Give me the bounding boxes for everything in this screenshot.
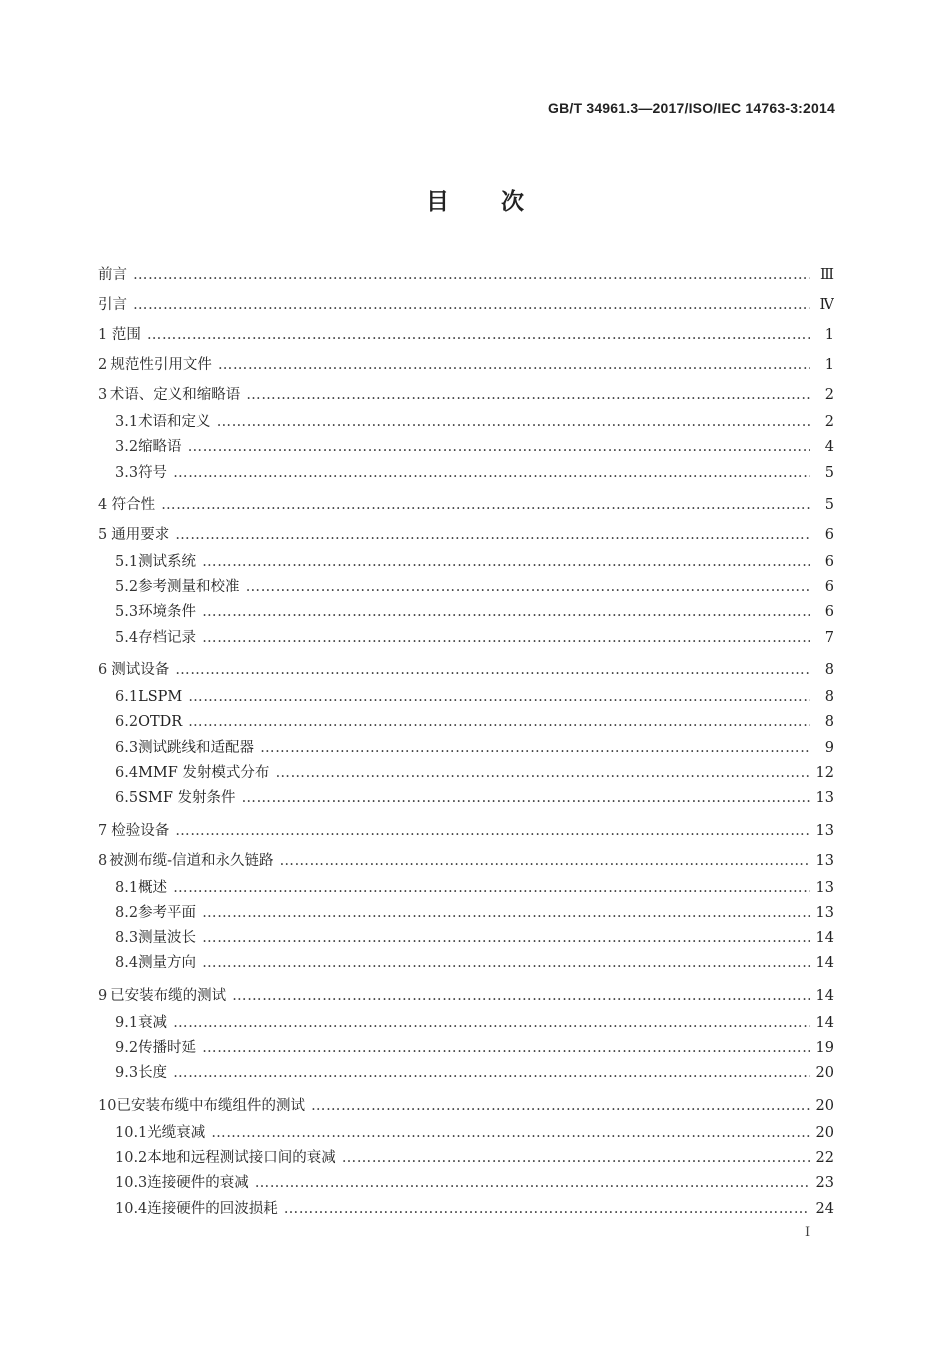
toc-entry-label: OTDR	[138, 714, 183, 731]
toc-entry-page: 14	[815, 930, 834, 947]
toc-entry[interactable]	[98, 1091, 834, 1121]
toc-entry-label: 存档记录	[138, 629, 197, 646]
toc-entry-number: 8.4	[115, 955, 139, 972]
toc-entry-number: 10	[98, 1097, 117, 1114]
toc-entry[interactable]	[98, 550, 834, 575]
toc-entry-label: 测试系统	[138, 553, 197, 570]
toc-entry[interactable]	[98, 761, 834, 786]
toc-entry[interactable]	[98, 901, 834, 926]
toc-leader-dots	[147, 320, 810, 350]
toc-entry-number: 9.2	[115, 1040, 139, 1057]
toc-entry[interactable]	[98, 320, 834, 350]
toc-entry-page: 2	[824, 387, 834, 403]
toc-entry-label: 参考测量和校准	[138, 579, 240, 596]
toc-leader-dots	[161, 490, 810, 520]
toc-leader-dots	[260, 736, 810, 761]
toc-entry-page: 13	[815, 904, 834, 921]
toc-leader-dots	[175, 655, 810, 685]
toc-entry-number: 9.3	[115, 1065, 139, 1082]
document-code: GB/T 34961.3—2017/ISO/IEC 14763-3:2014	[548, 100, 835, 116]
table-of-contents	[98, 260, 834, 1222]
toc-entry-label: 概述	[138, 879, 168, 896]
toc-leader-dots	[280, 846, 810, 876]
toc-entry[interactable]	[98, 520, 834, 550]
toc-entry[interactable]	[98, 786, 834, 811]
toc-entry-number: 8.3	[115, 930, 139, 947]
toc-leader-dots	[202, 550, 810, 575]
toc-entry-number: 3.2	[115, 439, 139, 456]
toc-leader-dots	[202, 626, 810, 651]
toc-entry[interactable]	[98, 435, 834, 460]
toc-entry-page: 8	[824, 714, 834, 731]
toc-entry-number: 5.3	[115, 604, 139, 621]
toc-entry[interactable]	[98, 600, 834, 625]
toc-entry[interactable]	[98, 846, 834, 876]
toc-entry-number: 6.3	[115, 739, 139, 756]
toc-entry[interactable]	[98, 461, 834, 486]
toc-entry[interactable]	[98, 575, 834, 600]
toc-entry[interactable]	[98, 926, 834, 951]
toc-entry-label: 范围	[111, 327, 141, 343]
toc-leader-dots	[217, 410, 810, 435]
toc-entry[interactable]	[98, 1121, 834, 1146]
toc-entry-page: Ⅲ	[820, 267, 834, 283]
toc-entry-page: 20	[815, 1124, 834, 1141]
toc-entry-label: 符号	[138, 464, 168, 481]
toc-leader-dots	[232, 981, 809, 1011]
toc-entry-number: 9	[98, 987, 108, 1004]
toc-entry-number: 6.1	[115, 689, 139, 706]
toc-entry-page: 12	[815, 764, 834, 781]
toc-entry-number: 6.4	[115, 764, 139, 781]
toc-entry-label: 引言	[98, 297, 127, 313]
toc-entry[interactable]	[98, 626, 834, 651]
toc-entry-number: 2	[98, 357, 108, 373]
toc-entry-label: 传播时延	[138, 1040, 197, 1057]
toc-entry-label: 术语和定义	[138, 414, 211, 430]
toc-entry-page: 8	[824, 689, 834, 706]
toc-entry[interactable]	[98, 1036, 834, 1061]
toc-entry-number: 10.1	[115, 1124, 148, 1141]
toc-entry-label: 测量波长	[138, 930, 197, 947]
toc-entry-number: 5.1	[115, 553, 139, 570]
toc-entry-label: 术语、定义和缩略语	[109, 387, 241, 403]
toc-entry-number: 10.3	[115, 1175, 148, 1192]
toc-entry-page: 14	[815, 955, 834, 972]
toc-entry-label: 连接硬件的回波损耗	[147, 1200, 278, 1217]
toc-entry-page: 22	[815, 1149, 834, 1166]
toc-entry-page: 6	[824, 579, 834, 596]
toc-leader-dots	[211, 1121, 809, 1146]
toc-entry-page: 14	[815, 1014, 834, 1031]
toc-leader-dots	[133, 260, 810, 290]
toc-leader-dots	[202, 600, 810, 625]
toc-entry-label: 环境条件	[138, 604, 197, 621]
toc-entry-number: 8.2	[115, 904, 139, 921]
toc-entry-page: 5	[824, 496, 834, 513]
toc-entry-label: 前言	[98, 267, 127, 283]
toc-leader-dots	[133, 290, 810, 320]
toc-entry-label: 长度	[138, 1065, 168, 1082]
toc-leader-dots	[275, 761, 809, 786]
toc-entry-number: 3	[98, 387, 108, 403]
toc-entry-label: 规范性引用文件	[110, 357, 212, 373]
toc-entry-number: 6.5	[115, 790, 139, 807]
toc-entry-page: 13	[815, 879, 834, 896]
toc-leader-dots	[188, 685, 810, 710]
toc-entry-label: 已安装布缆的测试	[110, 987, 227, 1004]
toc-entry[interactable]	[98, 260, 834, 290]
toc-entry[interactable]	[98, 736, 834, 761]
toc-entry-page: 2	[824, 414, 834, 430]
toc-leader-dots	[246, 575, 810, 600]
toc-entry[interactable]	[98, 951, 834, 976]
toc-entry-page: 7	[824, 629, 834, 646]
toc-leader-dots	[175, 816, 809, 846]
toc-entry-number: 8.1	[115, 879, 139, 896]
toc-entry-page: 4	[824, 439, 834, 456]
toc-entry-number: 5.2	[115, 579, 139, 596]
toc-leader-dots	[202, 926, 809, 951]
toc-entry-label: LSPM	[138, 689, 183, 706]
toc-entry[interactable]	[98, 290, 834, 320]
toc-entry-label: 被测布缆-信道和永久链路	[109, 852, 274, 869]
toc-entry[interactable]	[98, 1197, 834, 1222]
toc-entry-page: 14	[815, 987, 834, 1004]
toc-entry-label: 光缆衰减	[147, 1124, 206, 1141]
toc-leader-dots	[202, 951, 809, 976]
page-title: 目次	[426, 189, 576, 215]
toc-entry[interactable]	[98, 685, 834, 710]
toc-entry-label: 衰减	[138, 1014, 168, 1031]
toc-entry-page: 20	[815, 1097, 834, 1114]
toc-entry[interactable]	[98, 1171, 834, 1196]
toc-leader-dots	[242, 786, 810, 811]
toc-entry-label: 缩略语	[138, 439, 182, 456]
toc-leader-dots	[173, 1011, 809, 1036]
toc-leader-dots	[188, 435, 810, 460]
toc-leader-dots	[173, 876, 809, 901]
toc-entry-page: 13	[815, 852, 834, 869]
toc-entry-number: 10.2	[115, 1149, 148, 1166]
toc-entry[interactable]	[98, 710, 834, 735]
toc-entry[interactable]	[98, 655, 834, 685]
toc-leader-dots	[173, 1061, 809, 1086]
toc-entry-number: 4	[98, 496, 108, 513]
toc-leader-dots	[202, 1036, 809, 1061]
toc-entry[interactable]	[98, 350, 834, 380]
toc-entry[interactable]	[98, 490, 834, 520]
toc-entry-number: 9.1	[115, 1014, 139, 1031]
toc-entry-page: 8	[824, 662, 834, 679]
toc-leader-dots	[255, 1171, 810, 1196]
toc-entry-label: 参考平面	[138, 904, 197, 921]
toc-leader-dots	[218, 350, 810, 380]
toc-entry-label: 测试跳线和适配器	[138, 739, 255, 756]
toc-leader-dots	[175, 520, 810, 550]
toc-entry-label: 测试设备	[111, 662, 170, 679]
toc-entry-label: 已安装布缆中布缆组件的测试	[116, 1097, 305, 1114]
toc-entry-label: 通用要求	[111, 526, 170, 543]
toc-entry-page: 19	[815, 1040, 834, 1057]
toc-entry-page: Ⅳ	[819, 297, 834, 313]
toc-leader-dots	[342, 1146, 810, 1171]
toc-entry-page: 6	[824, 604, 834, 621]
toc-entry-number: 3.3	[115, 464, 139, 481]
toc-entry-label: 检验设备	[111, 822, 170, 839]
toc-leader-dots	[246, 380, 810, 410]
toc-entry-number: 5.4	[115, 629, 139, 646]
toc-entry-page: 5	[824, 464, 834, 481]
toc-entry[interactable]	[98, 380, 834, 410]
toc-entry-label: 测量方向	[138, 955, 197, 972]
toc-entry-number: 5	[98, 526, 108, 543]
toc-entry-number: 3.1	[115, 414, 139, 430]
toc-entry-page: 23	[815, 1175, 834, 1192]
toc-leader-dots	[173, 461, 810, 486]
toc-entry-page: 6	[824, 526, 834, 543]
toc-entry-page: 1	[824, 357, 834, 373]
toc-entry[interactable]	[98, 410, 834, 435]
toc-entry[interactable]	[98, 816, 834, 846]
toc-leader-dots	[284, 1197, 810, 1222]
toc-entry-number: 6	[98, 662, 108, 679]
toc-leader-dots	[311, 1091, 810, 1121]
toc-entry-number: 1	[98, 327, 108, 343]
toc-entry[interactable]	[98, 876, 834, 901]
toc-entry-label: 连接硬件的衰减	[147, 1175, 249, 1192]
page-number: I	[805, 1225, 811, 1240]
toc-entry-page: 13	[815, 822, 834, 839]
toc-entry[interactable]	[98, 1146, 834, 1171]
toc-entry-number: 8	[98, 852, 108, 869]
toc-entry-number: 6.2	[115, 714, 139, 731]
toc-entry[interactable]	[98, 981, 834, 1011]
toc-entry-page: 13	[815, 790, 834, 807]
toc-entry-page: 20	[815, 1065, 834, 1082]
toc-leader-dots	[202, 901, 809, 926]
toc-entry-number: 10.4	[115, 1200, 148, 1217]
toc-entry-page: 9	[824, 739, 834, 756]
toc-entry-page: 24	[815, 1200, 834, 1217]
toc-entry-page: 6	[824, 553, 834, 570]
toc-entry-label: SMF 发射条件	[138, 790, 236, 807]
toc-entry-page: 1	[824, 327, 834, 343]
toc-leader-dots	[188, 710, 810, 735]
toc-entry[interactable]	[98, 1011, 834, 1036]
toc-entry-label: 符合性	[111, 496, 156, 513]
toc-entry-number: 7	[98, 822, 108, 839]
toc-entry-label: MMF 发射模式分布	[138, 764, 270, 781]
toc-entry[interactable]	[98, 1061, 834, 1086]
toc-entry-label: 本地和远程测试接口间的衰减	[147, 1149, 336, 1166]
